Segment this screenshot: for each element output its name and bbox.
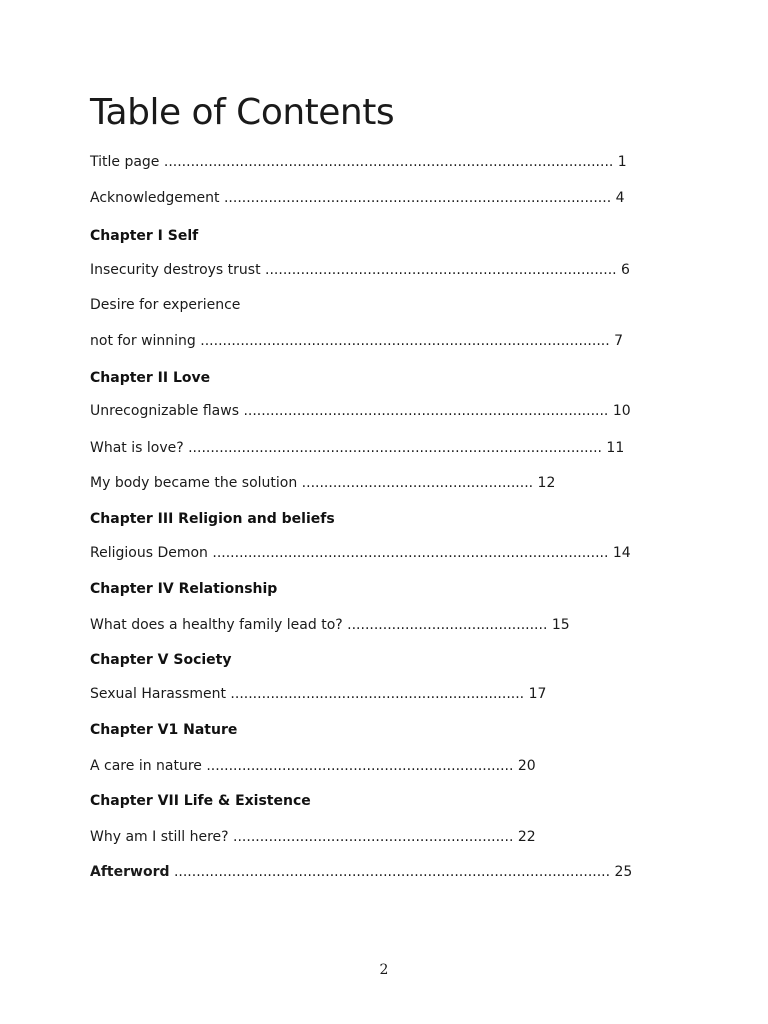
- toc-entry-my-body: My body became the solution .................................................... 12: [90, 475, 556, 491]
- toc-entry-unrecognizable-flaws: Unrecognizable flaws .................................................................................. 10: [90, 403, 631, 419]
- toc-entry-healthy-family: What does a healthy family lead to? ............................................. 15: [90, 617, 570, 633]
- toc-entry-why-am-i-still-here: Why am I still here? ............................................................... 22: [90, 829, 536, 845]
- toc-chapter-2-heading: Chapter II Love: [90, 370, 211, 386]
- toc-chapter-5-heading: Chapter V Society: [90, 652, 232, 668]
- toc-chapter-7-heading: Chapter VII Life & Existence: [90, 793, 311, 809]
- toc-entry-afterword-leader: .................................................................................................. 25: [169, 864, 633, 880]
- toc-entry-what-is-love: What is love? ............................................................................................. 11: [90, 440, 625, 456]
- toc-chapter-3-heading: Chapter III Religion and beliefs: [90, 511, 335, 527]
- toc-entry-acknowledgement: Acknowledgement ....................................................................................... 4: [90, 190, 625, 206]
- footer-page-number: 2: [379, 962, 389, 978]
- toc-entry-sexual-harassment: Sexual Harassment .................................................................. 17: [90, 686, 547, 702]
- toc-entry-care-in-nature: A care in nature ..................................................................... 20: [90, 758, 536, 774]
- toc-entry-afterword-label: Afterword: [90, 864, 170, 880]
- toc-entry-title-page: Title page ..................................................................................................... 1: [90, 154, 627, 170]
- toc-entry-afterword: [90, 862, 632, 882]
- toc-chapter-1-heading: Chapter I Self: [90, 228, 199, 244]
- toc-entry-religious-demon: Religious Demon ......................................................................................... 14: [90, 545, 631, 561]
- toc-chapter-6-heading: Chapter V1 Nature: [90, 722, 238, 738]
- page-title: Table of Contents: [90, 92, 395, 133]
- toc-entry-desire-line-2: not for winning ............................................................................................ 7: [90, 333, 624, 349]
- toc-entry-insecurity: Insecurity destroys trust ............................................................................... 6: [90, 262, 630, 278]
- toc-entry-desire-line-1: Desire for experience: [90, 297, 241, 313]
- toc-chapter-4-heading: Chapter IV Relationship: [90, 581, 278, 597]
